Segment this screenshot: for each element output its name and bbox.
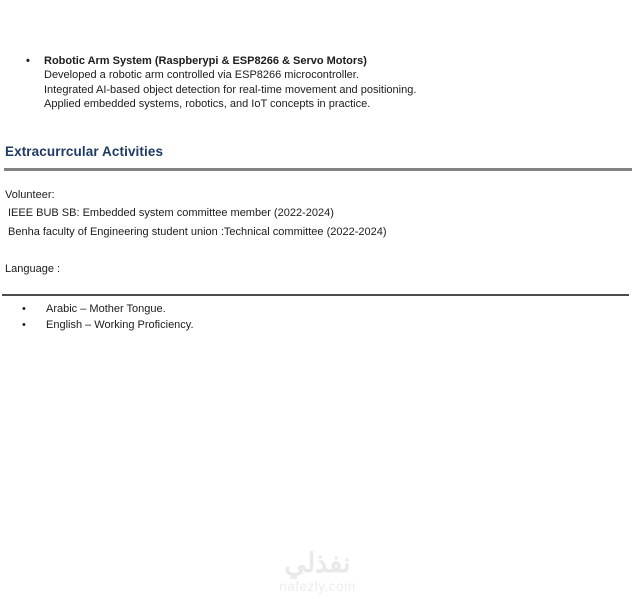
project-line: Developed a robotic arm controlled via ESP8266 microcontroller. — [44, 69, 359, 82]
volunteer-entry: IEEE BUB SB: Embedded system committee member (2022-2024) — [8, 207, 334, 219]
watermark-arabic-logo: نفذلي — [284, 548, 351, 578]
project-bullet-item — [26, 54, 586, 111]
watermark — [0, 548, 635, 594]
bullet-icon: • — [22, 303, 26, 315]
project-line: Integrated AI-based object detection for real-time movement and positioning. — [44, 83, 417, 96]
project-title: Robotic Arm System (Raspberypi & ESP8266 & Servo Motors) — [44, 55, 367, 67]
list-item-text: Arabic – Mother Tongue. — [46, 303, 166, 315]
list-item-text: English – Working Proficiency. — [46, 318, 194, 331]
volunteer-entry: Benha faculty of Engineering student union :Technical committee (2022-2024) — [8, 226, 387, 238]
list-item — [22, 318, 194, 334]
bullet-icon: • — [26, 55, 30, 67]
section-divider — [4, 168, 632, 171]
language-list — [22, 302, 194, 333]
list-item — [22, 302, 194, 318]
language-divider — [2, 294, 629, 296]
watermark-domain-text: nafezly.com — [279, 579, 356, 594]
volunteer-label: Volunteer: — [5, 189, 55, 201]
language-label: Language : — [5, 263, 61, 275]
bullet-icon: • — [22, 318, 26, 331]
project-text-block — [44, 54, 416, 111]
project-line: Applied embedded systems, robotics, and IoT concepts in practice. — [44, 97, 371, 110]
section-heading-extracurricular: Extracurrcular Activities — [5, 144, 164, 159]
